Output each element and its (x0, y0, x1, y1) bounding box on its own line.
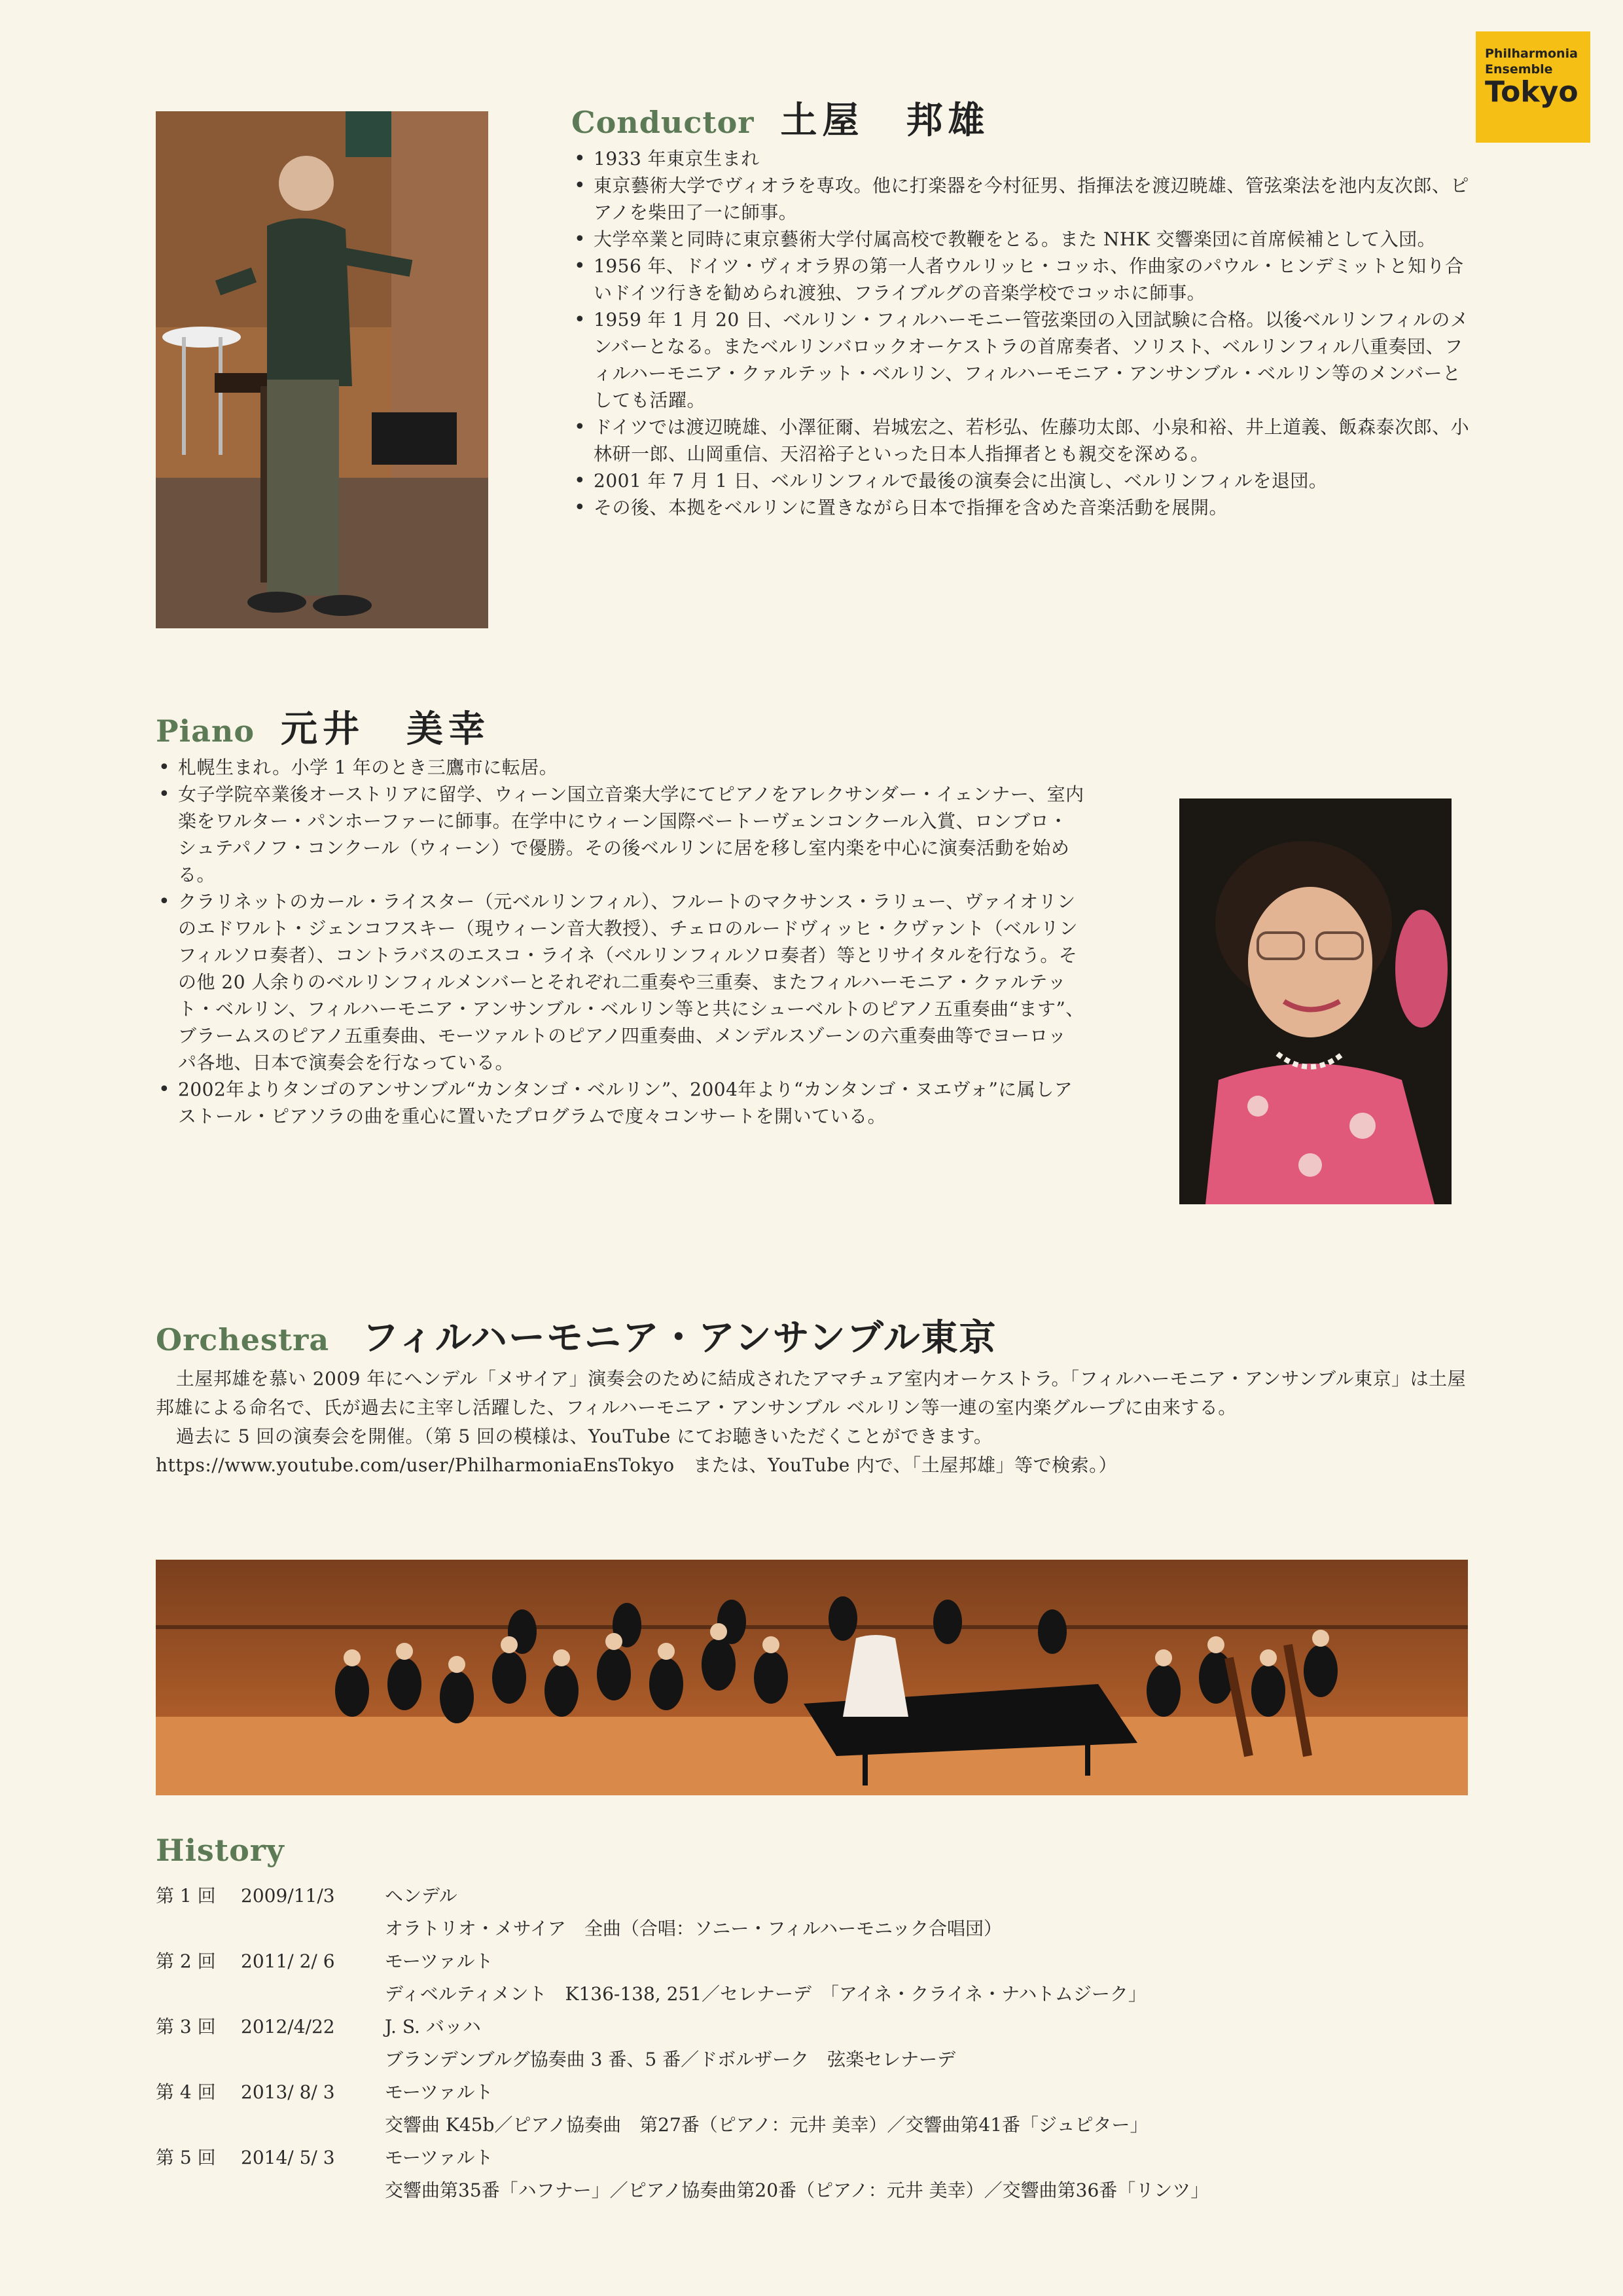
orchestra-role: Orchestra (156, 1322, 330, 1357)
concert-composer: J. S. バッハ (385, 2016, 481, 2037)
logo-line-3: Tokyo (1485, 75, 1578, 109)
orchestra-heading (156, 1309, 997, 1361)
piano-name: 元井 美幸 (281, 708, 490, 751)
piano-bio-item: • 女子学院卒業後オーストリアに留学、ウィーン国立音楽大学にてピアノをアレクサンダー・イェンナー、室内楽をワルター・パンホーファーに師事。在学中にウィーン国際ベートーヴェンコンクール入賞、ロンブロ・シュテパノフ・コンクール（ウィーン）で優勝。その後ベルリンに居を移し室内楽を中心に演奏活動を始める。 (156, 781, 1085, 888)
concert-date: 2009/11/3 (241, 1885, 335, 1907)
conductor-heading (571, 92, 990, 144)
concert-composer: モーツァルト (385, 2081, 493, 2103)
conductor-role: Conductor (571, 105, 755, 140)
orchestra-paragraph: 土屋邦雄を慕い 2009 年にヘンデル「メサイア」演奏会のために結成されたアマチュア室内オーケストラ。「フィルハーモニア・アンサンブル東京」は土屋邦雄による命名で、氏が過去に主宰し活躍した、フィルハーモニア・アンサンブル ベルリン等一連の室内楽グループに由来する。 (156, 1368, 1467, 1418)
concert-number: 第 4 回 (156, 2081, 216, 2103)
orchestra-description (156, 1365, 1471, 1480)
conductor-bio-item: • 東京藝術大学でヴィオラを専攻。他に打楽器を今村征男、指揮法を渡辺暁雄、管弦楽法を池内友次郎、ピアノを柴田了一に師事。 (571, 172, 1474, 226)
orchestra-paragraph: 過去に 5 回の演奏会を開催。（第 5 回の模様は、YouTube にてお聴きいただくことができます。 (175, 1426, 993, 1447)
orchestra-name: フィルハーモニア・アンサンブル東京 (362, 1316, 997, 1359)
history-row (156, 2142, 1471, 2174)
conductor-bio-item: • その後、本拠をベルリンに置きながら日本で指揮を含めた音楽活動を展開。 (571, 494, 1474, 521)
piano-bio (156, 754, 1085, 1130)
history-heading (156, 1833, 285, 1868)
conductor-bio-item: • 2001 年 7 月 1 日、ベルリンフィルで最後の演奏会に出演し、ベルリンフィルを退団。 (571, 467, 1474, 494)
orchestra-photo (156, 1560, 1468, 1795)
concert-number: 第 2 回 (156, 1950, 216, 1972)
logo-line-1: Philharmonia (1485, 46, 1578, 61)
concert-composer: モーツァルト (385, 1950, 493, 1972)
conductor-bio-item: • ドイツでは渡辺暁雄、小澤征爾、岩城宏之、若杉弘、佐藤功太郎、小泉和裕、井上道義、飯森泰次郎、小林研一郎、山岡重信、天沼裕子といった日本人指揮者とも親交を深める。 (571, 414, 1474, 467)
history-row (156, 2076, 1471, 2109)
concert-program: 交響曲第35番「ハフナー」／ピアノ協奏曲第20番（ピアノ：元井 美幸）／交響曲第36番「リンツ」 (385, 2179, 1209, 2201)
history-row (156, 2011, 1471, 2043)
history-title: History (156, 1833, 285, 1868)
concert-date: 2013/ 8/ 3 (241, 2081, 335, 2103)
piano-bio-item: • クラリネットのカール・ライスター（元ベルリンフィル）、フルートのマクサンス・ラリュー、ヴァイオリンのエドワルト・ジェンコフスキー（現ウィーン音大教授）、チェロのルードヴィッヒ・クヴァント（ベルリンフィルソロ奏者）、コントラバスのエスコ・ライネ（ベルリンフィルソロ奏者）等とリサイタルを行なう。その他 20 人余りのベルリンフィルメンバーとそれぞれ二重奏や三重奏、またフィルハーモニア・クァルテット・ベルリン、フィルハーモニア・アンサンブル・ベルリン等と共にシューベルトのピアノ五重奏曲“ます”、ブラームスのピアノ五重奏曲、モーツァルトのピアノ四重奏曲、メンデルスゾーンの六重奏曲等でヨーロッパ各地、日本で演奏会を行なっている。 (156, 888, 1085, 1076)
conductor-bio (571, 145, 1474, 521)
piano-bio-item: • 2002年よりタンゴのアンサンブル“カンタンゴ・ベルリン”、2004年より“カンタンゴ・ヌエヴォ”に属しアストール・ピアソラの曲を重心に置いたプログラムで度々コンサートを開いている。 (156, 1076, 1085, 1130)
conductor-bio-item: • 1933 年東京生まれ (571, 145, 1474, 172)
concert-date: 2011/ 2/ 6 (241, 1950, 335, 1972)
history-row (156, 1880, 1471, 1912)
concert-program: ディベルティメント K136-138, 251／セレナーデ 「アイネ・クライネ・ナハトムジーク」 (385, 1983, 1147, 2005)
piano-bio-item: • 札幌生まれ。小学 1 年のとき三鷹市に転居。 (156, 754, 1085, 781)
concert-number: 第 1 回 (156, 1885, 216, 1907)
concert-program: ブランデンブルグ協奏曲 3 番、5 番／ドボルザーク 弦楽セレナーデ (385, 2049, 956, 2070)
ensemble-logo (1476, 31, 1590, 143)
logo-line-2: Ensemble (1485, 62, 1553, 77)
concert-program: オラトリオ・メサイア 全曲（合唱：ソニー・フィルハーモニック合唱団） (385, 1918, 1003, 1939)
concert-composer: ヘンデル (385, 1885, 457, 1907)
conductor-bio-item: • 大学卒業と同時に東京藝術大学付属高校で教鞭をとる。また NHK 交響楽団に首席候補として入団。 (571, 226, 1474, 253)
conductor-photo (156, 111, 488, 628)
pianist-photo (1179, 798, 1452, 1204)
concert-date: 2014/ 5/ 3 (241, 2147, 335, 2168)
conductor-bio-item: • 1959 年 1 月 20 日、ベルリン・フィルハーモニー管弦楽団の入団試験に合格。以後ベルリンフィルのメンバーとなる。またベルリンバロックオーケストラの首席奏者、ソリスト、ベルリンフィル八重奏団、フィルハーモニア・クァルテット・ベルリン、フィルハーモニア・アンサンブル・ベルリン等のメンバーとしても活躍。 (571, 306, 1474, 414)
piano-heading (156, 700, 490, 753)
conductor-bio-item: • 1956 年、ドイツ・ヴィオラ界の第一人者ウルリッヒ・コッホ、作曲家のパウル・ヒンデミットと知り合いドイツ行きを勧められ渡独、フライブルグの音楽学校でコッホに師事。 (571, 253, 1474, 306)
history-list (156, 1880, 1471, 2207)
concert-program: 交響曲 K45b／ピアノ協奏曲 第27番（ピアノ：元井 美幸）／交響曲第41番「ジュピター」 (385, 2114, 1149, 2136)
youtube-link-text: https://www.youtube.com/user/PhilharmoniaEnsTokyo または、YouTube 内で、「土屋邦雄」等で検索。） (156, 1454, 1118, 1476)
concert-date: 2012/4/22 (241, 2016, 335, 2037)
conductor-name: 土屋 邦雄 (780, 99, 990, 142)
piano-role: Piano (156, 713, 255, 749)
concert-number: 第 3 回 (156, 2016, 216, 2037)
concert-composer: モーツァルト (385, 2147, 493, 2168)
history-row (156, 1945, 1471, 1978)
concert-number: 第 5 回 (156, 2147, 216, 2168)
